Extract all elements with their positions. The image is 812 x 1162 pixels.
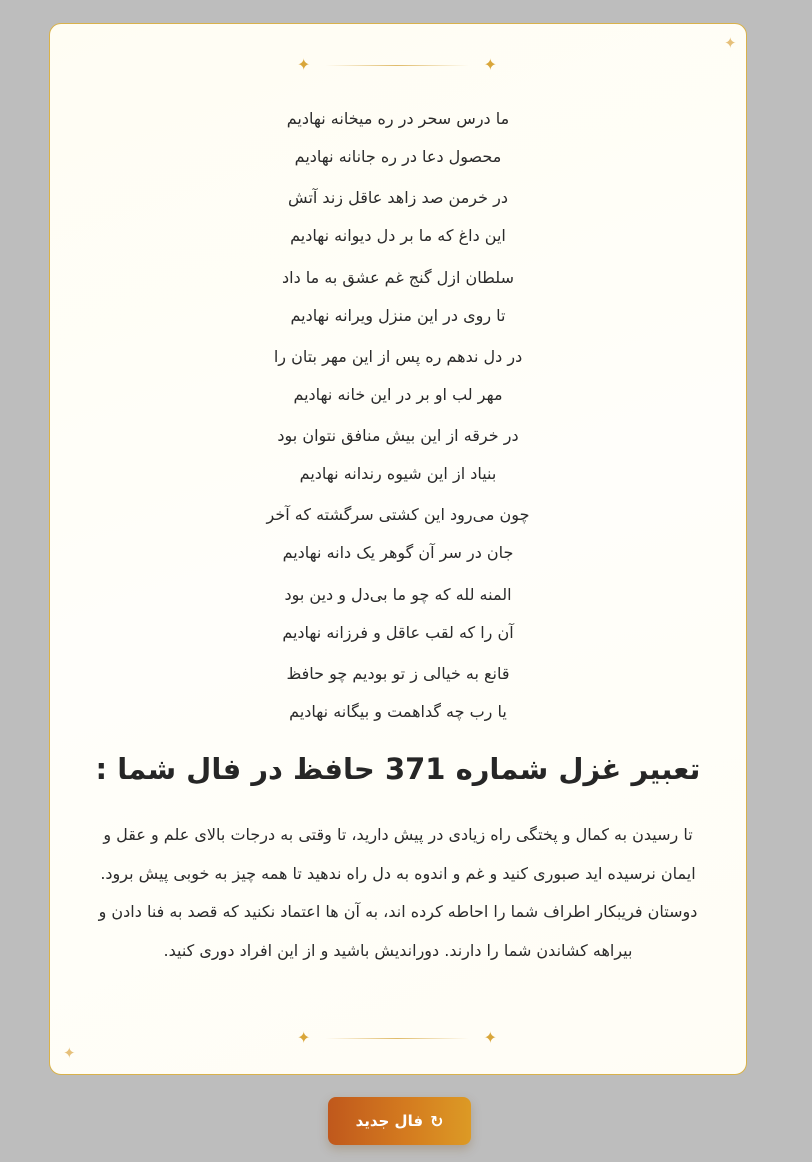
fal-card: [49, 23, 747, 1075]
interpretation-title: تعبیر غزل شماره 371 حافظ در فال شما :: [95, 752, 701, 786]
sparkle-icon: ✦: [63, 1044, 76, 1062]
verse-line: المنه لله که چو ما بی‌دل و دین بود: [284, 584, 512, 604]
verse-line: یا رب چه گداهمت و بیگانه نهادیم: [289, 702, 507, 722]
divider-line: [325, 1038, 469, 1039]
verse-line: در خرمن صد زاهد عاقل زند آتش: [288, 188, 508, 208]
verse-line: آن را که لقب عاقل و فرزانه نهادیم: [282, 622, 514, 642]
verse-line: جان در سر آن گوهر یک دانه نهادیم: [282, 543, 514, 563]
top-ornament-divider: [297, 57, 497, 73]
sparkle-icon: ✦: [297, 1028, 311, 1047]
couplet: [50, 338, 746, 417]
verse-line: این داغ که ما بر دل دیوانه نهادیم: [290, 226, 506, 246]
verse-line: چون می‌رود این کشتی سرگشته که آخر: [266, 505, 530, 525]
couplet: [50, 417, 746, 496]
sparkle-icon: ✦: [297, 55, 311, 74]
verse-line: مهر لب او بر در این خانه نهادیم: [293, 384, 503, 404]
couplet: [50, 496, 746, 575]
verse-line: در دل ندهم ره پس از این مهر بتان را: [273, 346, 523, 366]
verse-line: سلطان ازل گنج غم عشق به ما داد: [282, 267, 514, 287]
interpretation-paragraph: تا رسیدن به کمال و پختگی راه زیادی در پیش دارید، تا وقتی به درجات بالای علم و عقل و ایمان نرسیده اید صبوری کنید و غم و اندوه به دل راه ندهید تا همه چیز به خوبی پیش برود.: [100, 825, 696, 883]
verse-line: ما درس سحر در ره میخانه نهادیم: [286, 109, 510, 128]
sparkle-icon: ✦: [483, 55, 497, 74]
verse-line: تا روی در این منزل ویرانه نهادیم: [290, 305, 506, 325]
refresh-icon: ↻: [430, 1111, 444, 1131]
new-fal-button[interactable]: [328, 1097, 471, 1145]
couplet: [50, 100, 746, 179]
couplet: [50, 576, 746, 655]
bottom-ornament-divider: [297, 1030, 497, 1046]
couplet: [50, 259, 746, 338]
sparkle-icon: ✦: [724, 34, 737, 52]
verse-line: در خرقه از این بیش منافق نتوان بود: [277, 426, 519, 446]
interpretation-paragraph: دوستان فریبکار اطراف شما را احاطه کرده اند، به آن ها اعتماد نکنید که قصد به فنا دادن و بیراهه کشاندن شما را دارند. دوراندیش باشید و از این افراد دوری کنید.: [98, 902, 698, 961]
verse-line: محصول دعا در ره جانانه نهادیم: [294, 147, 502, 166]
couplet: [50, 655, 746, 734]
couplet: [50, 179, 746, 258]
verse-line: قانع به خیالی ز تو بودیم چو حافظ: [286, 664, 510, 684]
new-fal-button-label: فال جدید: [355, 1112, 424, 1130]
interpretation-text: [86, 816, 710, 971]
verse-line: بنیاد از این شیوه رندانه نهادیم: [299, 464, 497, 484]
sparkle-icon: ✦: [483, 1028, 497, 1047]
divider-line: [325, 65, 469, 66]
poem-verses: [50, 100, 746, 734]
